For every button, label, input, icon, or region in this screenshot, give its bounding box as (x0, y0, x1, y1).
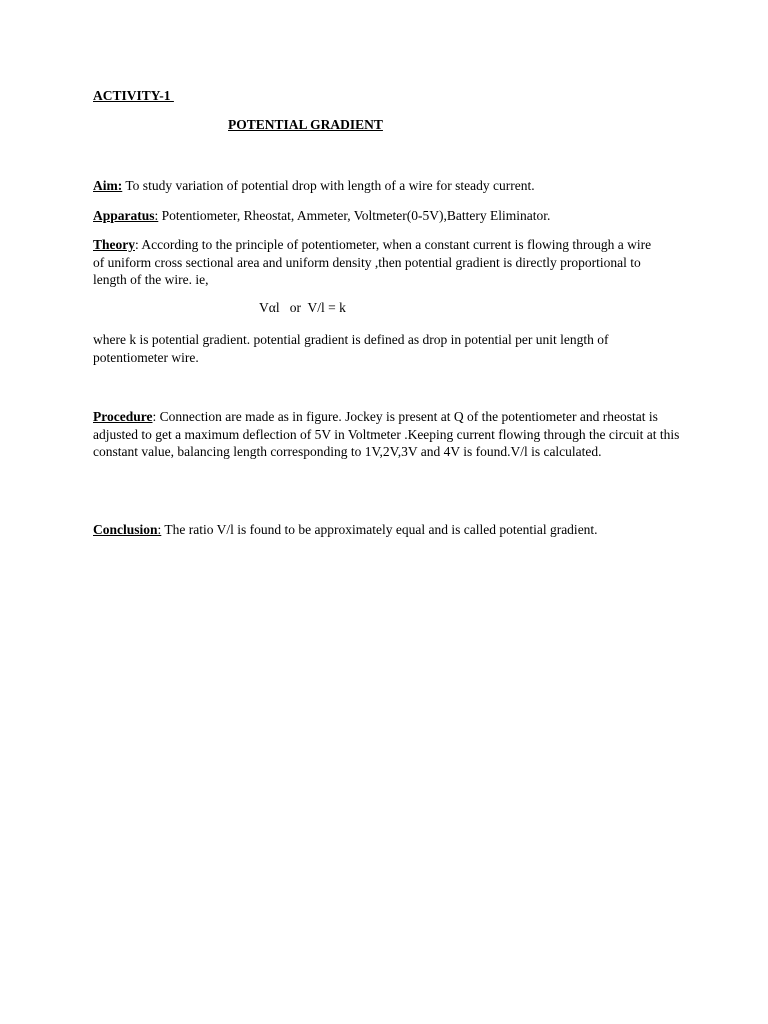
theory-text: : According to the principle of potentiometer, when a constant current is flowing through a wire of uniform cross sectional area and uniform density ,then potential gradient is directly proportional to length of the wire. ie, (93, 237, 652, 288)
activity-heading: ACTIVITY-1 (93, 88, 174, 103)
apparatus-text: Potentiometer, Rheostat, Ammeter, Voltmeter(0-5V),Battery Eliminator. (158, 208, 551, 223)
aim-label: Aim: (93, 178, 123, 193)
procedure-label: Procedure (93, 409, 153, 424)
theory-paragraph (93, 236, 663, 289)
aim-paragraph (93, 177, 693, 195)
definition-paragraph (93, 331, 653, 366)
conclusion-label: Conclusion (93, 522, 158, 537)
conclusion-text: The ratio V/l is found to be approximately equal and is called potential gradient. (161, 522, 598, 537)
procedure-text: : Connection are made as in figure. Jockey is present at Q of the potentiometer and rheostat is adjusted to get a maximum deflection of 5V in Voltmeter .Keeping current flowing through the circuit at this constant value, balancing length corresponding to 1V,2V,3V and 4V is found.V/l is calculated. (93, 409, 680, 460)
conclusion-paragraph (93, 521, 693, 539)
theory-label: Theory (93, 237, 135, 252)
definition-text: where k is potential gradient. potential gradient is defined as drop in potential per unit length of potentiometer wire. (93, 332, 609, 365)
aim-text: To study variation of potential drop with length of a wire for steady current. (122, 178, 535, 193)
apparatus-label: Apparatus (93, 208, 155, 223)
apparatus-colon: : (154, 208, 159, 223)
conclusion-colon: : (157, 522, 162, 537)
formula: Vαl or V/l = k (259, 300, 346, 315)
page-title: POTENTIAL GRADIENT (228, 117, 383, 132)
apparatus-paragraph (93, 207, 693, 225)
procedure-paragraph (93, 408, 693, 461)
